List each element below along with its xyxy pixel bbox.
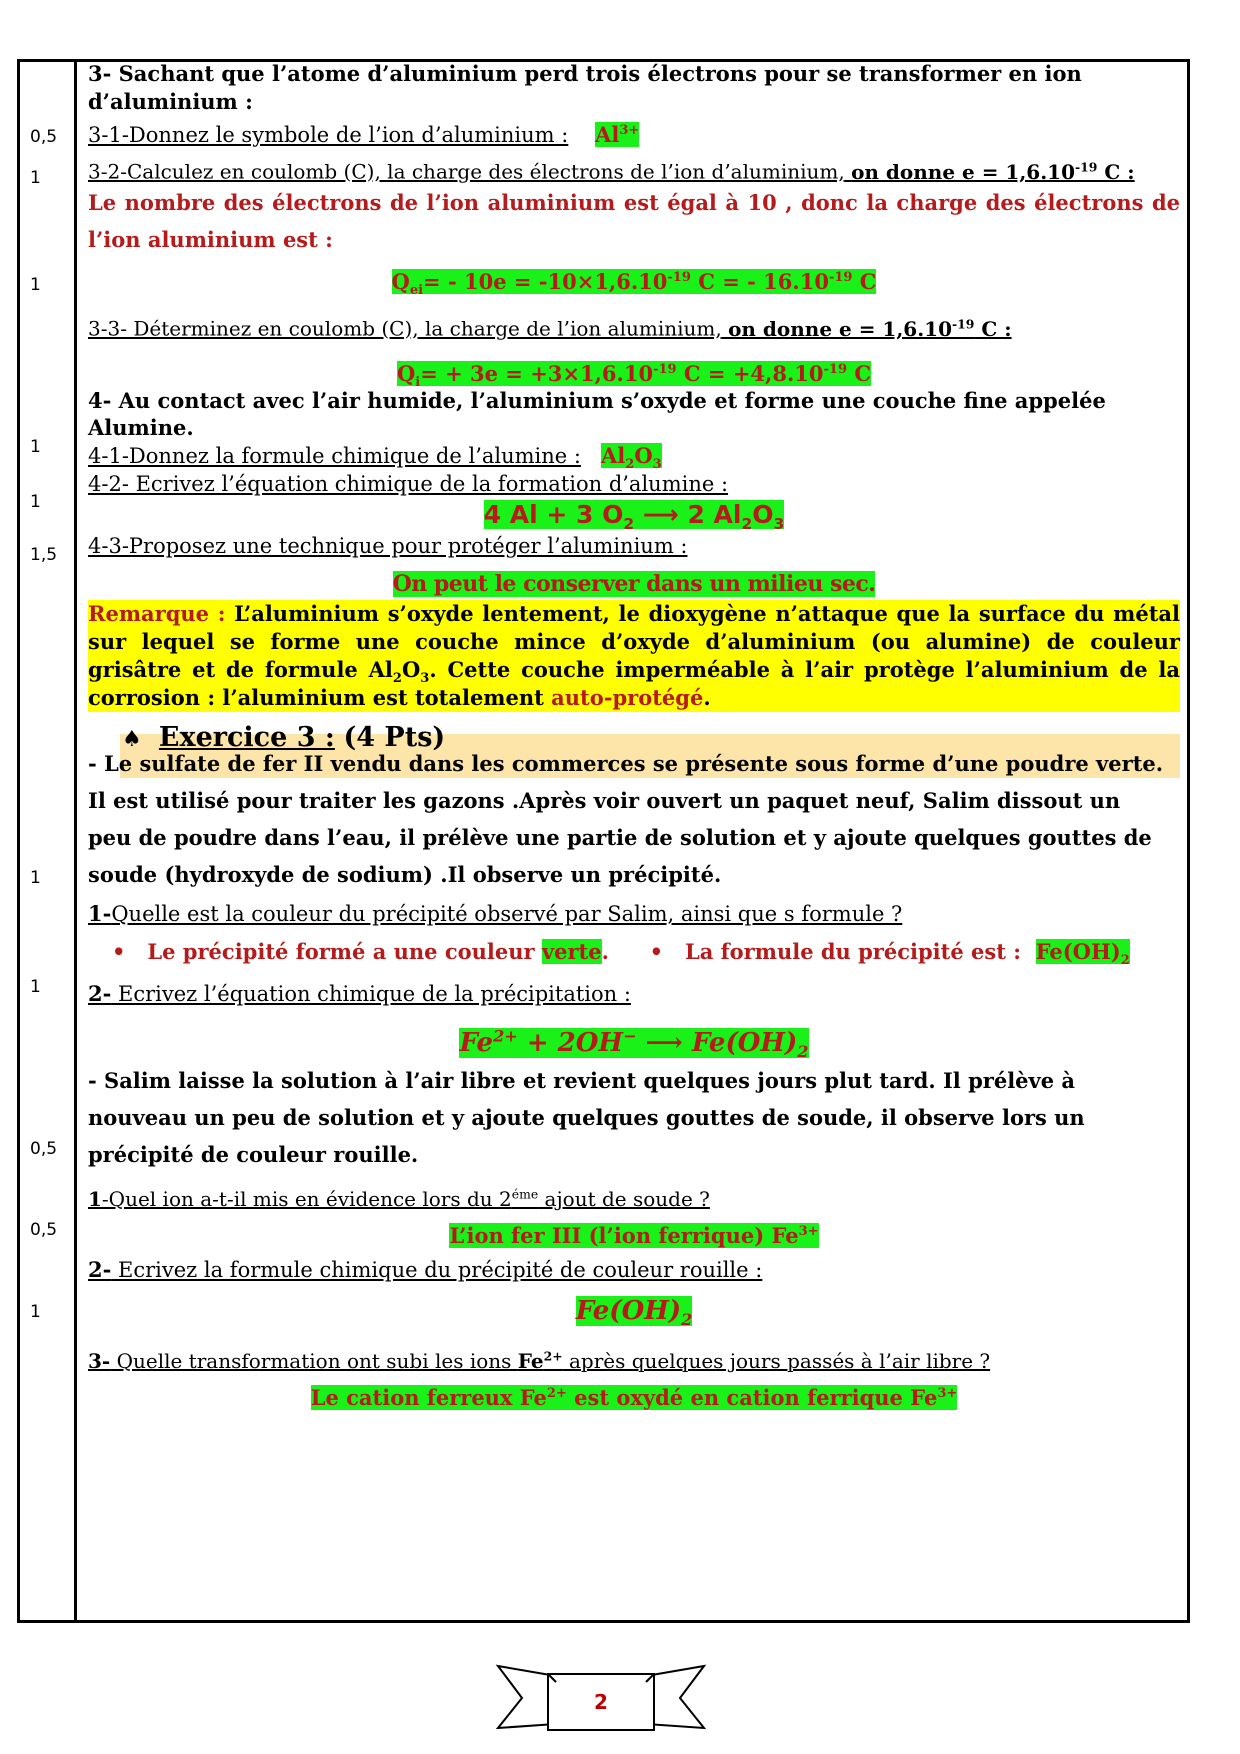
q4-2-line: [88, 470, 1180, 498]
q3-3-label: 3-3- Déterminez en coulomb (C), la charge de l’ion aluminium,: [88, 316, 722, 341]
points-value: 1: [30, 1302, 41, 1322]
exercise-paragraph-2-line: nouveau un peu de solution et y ajoute quelques gouttes de soude, il observe lors un: [88, 1105, 1085, 1130]
f3-answer: Le cation ferreux $Fe^{2+}$ est oxydé en cation ferrique $Fe^{3+}$: [310, 1385, 958, 1410]
q4-3-line: [88, 532, 1180, 560]
q3-3-line: [88, 310, 1180, 343]
q3-intro-line-2: d’aluminium :: [88, 89, 253, 114]
remark-line-2: sur lequel se forme une couche mince d’oxyde d’aluminium (ou alumine) de couleur: [88, 629, 1180, 654]
e1-answer-2: • La formule du précipité est : $Fe(OH)_2$: [649, 939, 1130, 969]
points-value: 1: [30, 437, 41, 457]
q4-3-label: 4-3-Proposez une technique pour protéger l’aluminium :: [88, 534, 688, 558]
points-value: 0,5: [30, 127, 58, 147]
exercise-paragraph-2-line: précipité de couleur rouille.: [88, 1142, 419, 1167]
exercise-paragraph-1-line: soude (hydroxyde de sodium) .Il observe un précipité.: [88, 862, 722, 887]
points-value: 1: [30, 868, 41, 888]
points-value: 1: [30, 492, 41, 512]
q3-1-label: 3-1-Donnez le symbole de l’ion d’aluminium :: [88, 123, 569, 147]
e1-label: Quelle est la couleur du précipité observé par Salim, ainsi que s formule ?: [111, 902, 903, 926]
f2-label: Ecrivez la formule chimique du précipité de couleur rouille :: [111, 1258, 763, 1282]
q3-3-equation: $Q_i= + 3e = +3\times 1,6.10^{-19}$ $C = +4,8.10^{-19}$ C: [396, 361, 872, 391]
f2-line: 2- Ecrivez la formule chimique du précipité de couleur rouille :: [88, 1257, 763, 1282]
points-value: 1,5: [30, 545, 58, 565]
e1-answers: [88, 938, 1180, 975]
points-column-divider: [74, 59, 77, 1623]
q4-intro-line-1: 4- Au contact avec l’air humide, l’aluminium s’oxyde et forme une couche fine appelée: [88, 388, 1106, 413]
q3-3-given: on donne $e = 1,6.10^{-19}$ C :: [728, 316, 1012, 341]
f2-answer: $Fe(OH)_2$: [575, 1296, 693, 1330]
q4-intro-line-2: Alumine.: [88, 415, 194, 440]
e2-equation: $Fe^{2+} + 2OH^-$ ⟶ $Fe(OH)_2$: [459, 1026, 809, 1061]
points-value: 0,5: [30, 1220, 58, 1240]
exercise-paragraph-2-line: - Salim laisse la solution à l’air libre et revient quelques jours plut tard. Il prélève à: [88, 1068, 1076, 1093]
e2-line: 2- Ecrivez l’équation chimique de la précipitation :: [88, 981, 631, 1006]
e2-label: Ecrivez l’équation chimique de la précipitation :: [111, 982, 631, 1006]
page-number: 2: [594, 1690, 608, 1714]
q3-2-label: 3-2-Calculez en coulomb (C), la charge des électrons de l’ion d’aluminium,: [88, 159, 845, 184]
page-number-banner: [494, 1660, 708, 1732]
q3-2-text-line-2: l’ion aluminium est :: [88, 227, 333, 252]
f3-line: 3- Quelle transformation ont subi les ions $Fe^{2+}$ après quelques jours passés à l’air libre ?: [88, 1348, 991, 1373]
q4-1-label: 4-1-Donnez la formule chimique de l’alumine :: [88, 444, 581, 468]
q3-1-answer: $Al^{3+}$: [595, 122, 640, 147]
e1-line: 1-Quelle est la couleur du précipité observé par Salim, ainsi que s formule ?: [88, 901, 903, 926]
q4-1-answer: $Al_2O_3$: [601, 443, 662, 473]
q3-intro-line-1: 3- Sachant que l’atome d’aluminium perd trois électrons pour se transformer en ion: [88, 61, 1082, 86]
q3-2-text-line-1: Le nombre des électrons de l’ion aluminium est égal à 10 , donc la charge des électrons de: [88, 190, 1180, 215]
q3-2-given: on donne $e = 1,6.10^{-19}$ C :: [851, 159, 1135, 184]
spade-icon: ♠: [122, 727, 142, 752]
q4-2-equation: 4 Al + 3 $O_2$ ⟶ 2 $Al_2O_3$: [483, 500, 785, 533]
exercise-paragraph-1-line: peu de poudre dans l’eau, il prélève une partie de solution et y ajoute quelques gouttes de: [88, 825, 1152, 850]
f1-line: 1-Quel ion a-t-il mis en évidence lors du $2^{éme}$ ajout de soude ?: [88, 1186, 710, 1211]
exercise-points: (4 Pts): [343, 722, 446, 753]
q3-1-line: [88, 117, 1180, 149]
f1-answer: L’ion fer III (l’ion ferrique) $Fe^{3+}$: [449, 1223, 819, 1248]
q4-2-label: 4-2- Ecrivez l’équation chimique de la formation d’alumine :: [88, 472, 729, 496]
q3-2-line: [88, 153, 1180, 186]
points-value: 1: [30, 275, 41, 295]
e1-answer-1: • Le précipité formé a une couleur verte.: [112, 939, 609, 964]
exercise-paragraph-1-line: - Le sulfate de fer II vendu dans les commerces se présente sous forme d’une poudre verte.: [88, 751, 1164, 776]
exercise-title: Exercice 3 :: [158, 722, 335, 753]
exercise-paragraph-1-line: Il est utilisé pour traiter les gazons .Après voir ouvert un paquet neuf, Salim dissout un: [88, 788, 1121, 813]
points-value: 0,5: [30, 1139, 58, 1159]
remark-label: Remarque :: [88, 601, 226, 626]
remark-line-3: grisâtre et de formule $Al_2O_3$. Cette couche imperméable à l’air protège l’aluminium de la: [88, 657, 1180, 687]
q3-2-equation: $Q_{ei}= - 10e = -10\times 1,6.10^{-19}$ C = - $16.10^{-19}$ C: [391, 269, 877, 299]
remark-line-4: corrosion : l’aluminium est totalement auto-protégé.: [88, 685, 711, 710]
remark-line-1: Remarque : L’aluminium s’oxyde lentement, le dioxygène n’attaque que la surface du métal: [88, 601, 1180, 626]
q4-3-answer: On peut le conserver dans un milieu sec.: [392, 571, 876, 597]
points-value: 1: [30, 168, 41, 188]
points-value: 1: [30, 977, 41, 997]
